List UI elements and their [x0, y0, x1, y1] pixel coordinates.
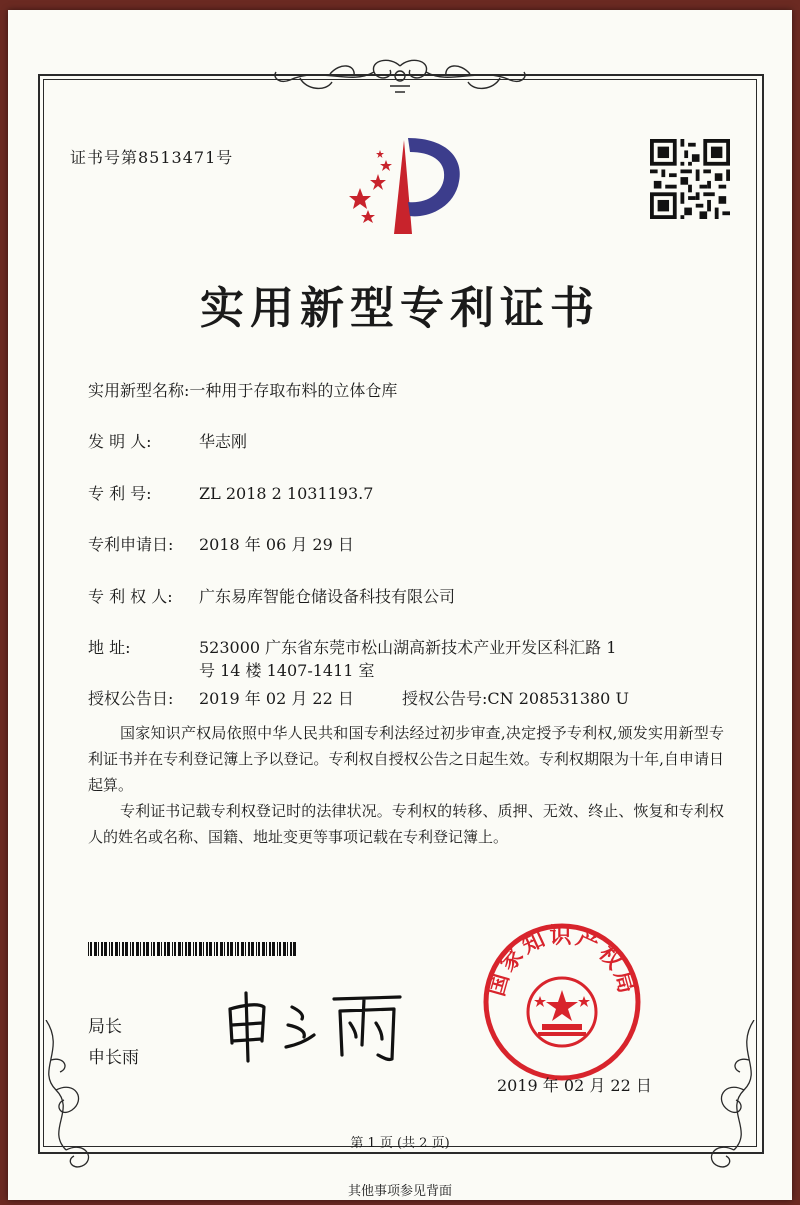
body-paragraph-1: 国家知识产权局依照中华人民共和国专利法经过初步审查,决定授予专利权,颁发实用新型专利证书并在专利登记簿上予以登记。专利权自授权公告之日起生效。专利权期限为十年,自申请日起算。 [88, 724, 724, 794]
barcode [88, 942, 300, 956]
footer-note: 其他事项参见背面 [347, 1184, 452, 1199]
field-value: 2018 年 06 月 29 日 [199, 535, 354, 554]
field-value: 2019 年 02 月 22 日 [199, 689, 354, 708]
field-value: 一种用于存取布料的立体仓库 [189, 381, 398, 400]
top-scroll-ornament [270, 56, 530, 100]
field-value: 523000 广东省东莞市松山湖高新技术产业开发区科汇路 1 [199, 638, 617, 657]
field-address-line2: 号 14 楼 1407-1411 室 [199, 661, 375, 680]
official-seal [480, 920, 644, 1084]
certificate-number: 证书号第8513471号 [70, 148, 234, 167]
field-label: 地 址: [88, 638, 131, 657]
field-label: 专 利 权 人: [88, 587, 173, 606]
field-grant-number [402, 686, 629, 709]
qr-code [650, 137, 730, 221]
field-label: 授权公告日: [88, 689, 174, 708]
field-label: 发 明 人: [88, 432, 152, 451]
page-number: 第 1 页 (共 2 页) [350, 1136, 450, 1151]
field-patent-number [88, 481, 373, 504]
director-title: 局长 [88, 1017, 122, 1037]
field-value: CN 208531380 U [487, 689, 629, 708]
field-address [88, 635, 616, 658]
field-value: 华志刚 [199, 432, 248, 451]
field-value: ZL 2018 2 1031193.7 [199, 484, 374, 503]
body-paragraph-2: 专利证书记载专利权登记时的法律状况。专利权的转移、质押、无效、终止、恢复和专利权人的姓名或名称、国籍、地址变更等事项记载在专利登记簿上。 [88, 802, 724, 846]
svg-text:国家知识产权局: 国家知识产权局 [484, 923, 640, 999]
field-label: 实用新型名称: [88, 381, 190, 400]
field-inventor [88, 429, 247, 452]
director-name: 申长雨 [88, 1048, 139, 1068]
field-label: 专利申请日: [88, 535, 174, 554]
field-label: 授权公告号: [402, 689, 488, 708]
field-utility-model-name [88, 378, 397, 401]
director-signature [222, 985, 422, 1065]
field-patentee [88, 584, 455, 607]
field-label: 专 利 号: [88, 484, 152, 503]
field-grant-date [88, 686, 354, 709]
field-filing-date [88, 532, 354, 555]
cnipa-emblem-icon [338, 130, 468, 240]
seal-date: 2019 年 02 月 22 日 [497, 1076, 652, 1095]
field-value: 广东易库智能仓储设备科技有限公司 [199, 587, 456, 606]
certificate-title: 实用新型专利证书 [200, 283, 600, 334]
